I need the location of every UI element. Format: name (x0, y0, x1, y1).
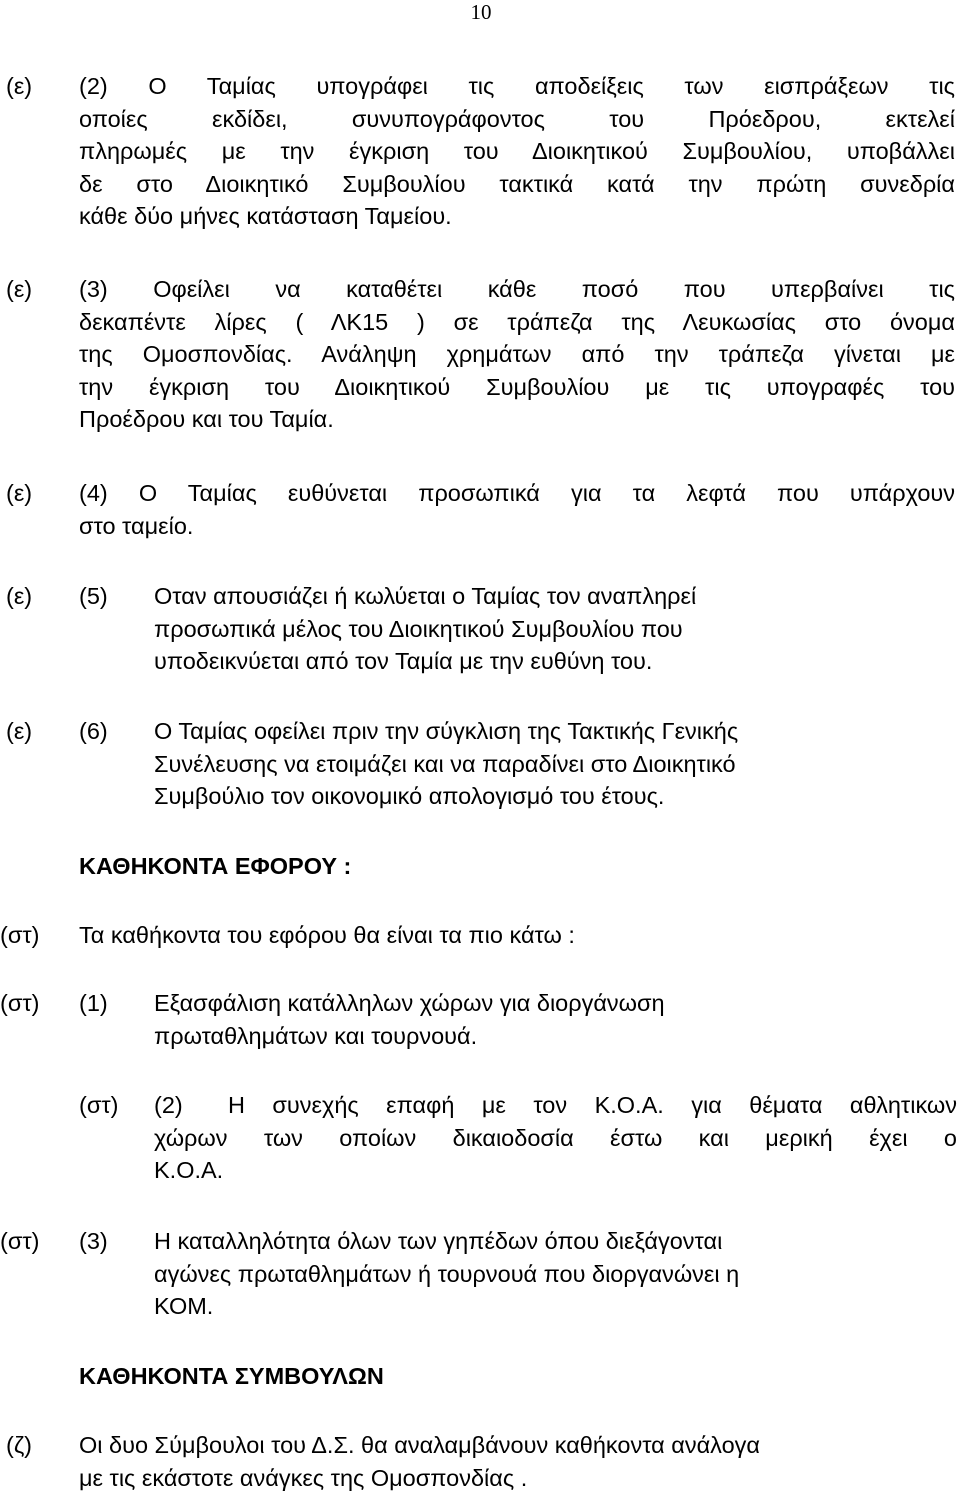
item-marker: (στ) (79, 1092, 119, 1118)
item-marker: (ε) (6, 480, 33, 506)
item-marker: (στ) (0, 1228, 40, 1254)
item-number: (1) (79, 990, 108, 1016)
item-number: (5) (79, 583, 108, 609)
text-line: Η συνεχής επαφή με τον Κ.Ο.Α. για θέματα αθλητικων (228, 1092, 957, 1118)
text-line: Τα καθήκοντα του εφόρου θα είναι τα πιο κάτω : (79, 922, 575, 948)
item-marker: (ζ) (6, 1432, 33, 1458)
text-line: Προέδρου και του Ταμία. (79, 406, 334, 432)
text-line: στο ταμείο. (79, 512, 194, 539)
item-number: (6) (79, 718, 108, 744)
ephor-item-3-text (154, 1225, 739, 1323)
section-heading-ephor: ΚΑΘΗΚΟΝΤΑ ΕΦΟΡΟΥ : (79, 853, 352, 879)
text-line: οποίες εκδίδει, συνυπογράφοντος του Πρόεδρου, εκτελεί (79, 105, 955, 132)
item-5-text (154, 580, 696, 678)
item-marker: (ε) (6, 583, 33, 609)
text-line: κάθε δύο μήνες κατάσταση Ταμείου. (79, 203, 452, 229)
text-line: αγώνες πρωταθλημάτων ή τουρνουά που διοργανώνει η (154, 1260, 740, 1287)
text-line: με τις εκάστοτε ανάγκες της Ομοσπονδίας . (79, 1464, 528, 1491)
item-2-text (79, 70, 955, 233)
item-marker: (στ) (0, 922, 40, 948)
text-line: πληρωμές με την έγκριση του Διοικητικού Συμβουλίου, υποβάλλει (79, 138, 955, 164)
text-line: προσωπικά μέλος του Διοικητικού Συμβουλίου που (154, 615, 683, 642)
item-3-text (79, 273, 955, 436)
text-line: υποδεικνύεται από τον Ταμία με την ευθύνη του. (154, 648, 653, 674)
ephor-item-2-text (228, 1089, 957, 1122)
text-line: δε στο Διοικητικό Συμβουλίου τακτικά κατά την πρώτη συνεδρία (79, 170, 955, 197)
text-line: Η καταλληλότητα όλων των γηπέδων όπου διεξάγονται (154, 1228, 723, 1254)
item-4-text (79, 477, 955, 542)
text-line: (3) Οφείλει να καταθέτει κάθε ποσό που υπερβαίνει τις (79, 276, 955, 302)
item-number: (2) (154, 1092, 183, 1118)
item-6-text (154, 715, 738, 813)
text-line: πρωταθλημάτων και τουρνουά. (154, 1022, 478, 1049)
text-line: (2) Ο Ταμίας υπογράφει τις αποδείξεις των εισπράξεων τις (79, 73, 955, 99)
text-line: Συνέλευσης να ετοιμάζει και να παραδίνει στο Διοικητικό (154, 750, 736, 777)
text-line: Οι δυο Σύμβουλοι του Δ.Σ. θα αναλαμβάνουν καθήκοντα ανάλογα (79, 1432, 760, 1458)
text-line: Οταν απουσιάζει ή κωλύεται ο Ταμίας τον αναπληρεί (154, 583, 697, 609)
ephor-intro-text (79, 919, 575, 952)
text-line: Εξασφάλιση κατάλληλων χώρων για διοργάνωση (154, 990, 665, 1016)
text-line: δεκαπέντε λίρες ( ΛΚ15 ) σε τράπεζα της Λευκωσίας στο όνομα (79, 308, 955, 335)
text-line: (4) Ο Ταμίας ευθύνεται προσωπικά για τα λεφτά που υπάρχουν (79, 480, 955, 506)
text-line: Κ.Ο.Α. (154, 1157, 224, 1183)
item-number: (3) (79, 1228, 108, 1254)
section-heading-council: ΚΑΘΗΚΟΝΤΑ ΣΥΜΒΟΥΛΩΝ (79, 1363, 384, 1389)
ephor-item-1-text (154, 987, 665, 1052)
text-line: της Ομοσπονδίας. Ανάληψη χρημάτων από την τράπεζα γίνεται με (79, 341, 955, 367)
ephor-item-2-text-cont (154, 1122, 957, 1187)
item-marker: (ε) (6, 718, 33, 744)
text-line: Συμβούλιο τον οικονομικό απολογισμό του έτους. (154, 783, 665, 809)
item-marker: (ε) (6, 73, 33, 99)
item-marker: (ε) (6, 276, 33, 302)
text-line: την έγκριση του Διοικητικού Συμβουλίου με τις υπογραφές του (79, 373, 955, 400)
page-number: 10 (470, 0, 492, 24)
text-line: Ο Ταμίας οφείλει πριν την σύγκλιση της Τακτικής Γενικής (154, 718, 739, 744)
council-item-text (79, 1429, 760, 1494)
text-line: χώρων των οποίων δικαιοδοσία έστω και μερική έχει ο (154, 1124, 957, 1151)
text-line: ΚΟΜ. (154, 1293, 214, 1319)
item-marker: (στ) (0, 990, 40, 1016)
